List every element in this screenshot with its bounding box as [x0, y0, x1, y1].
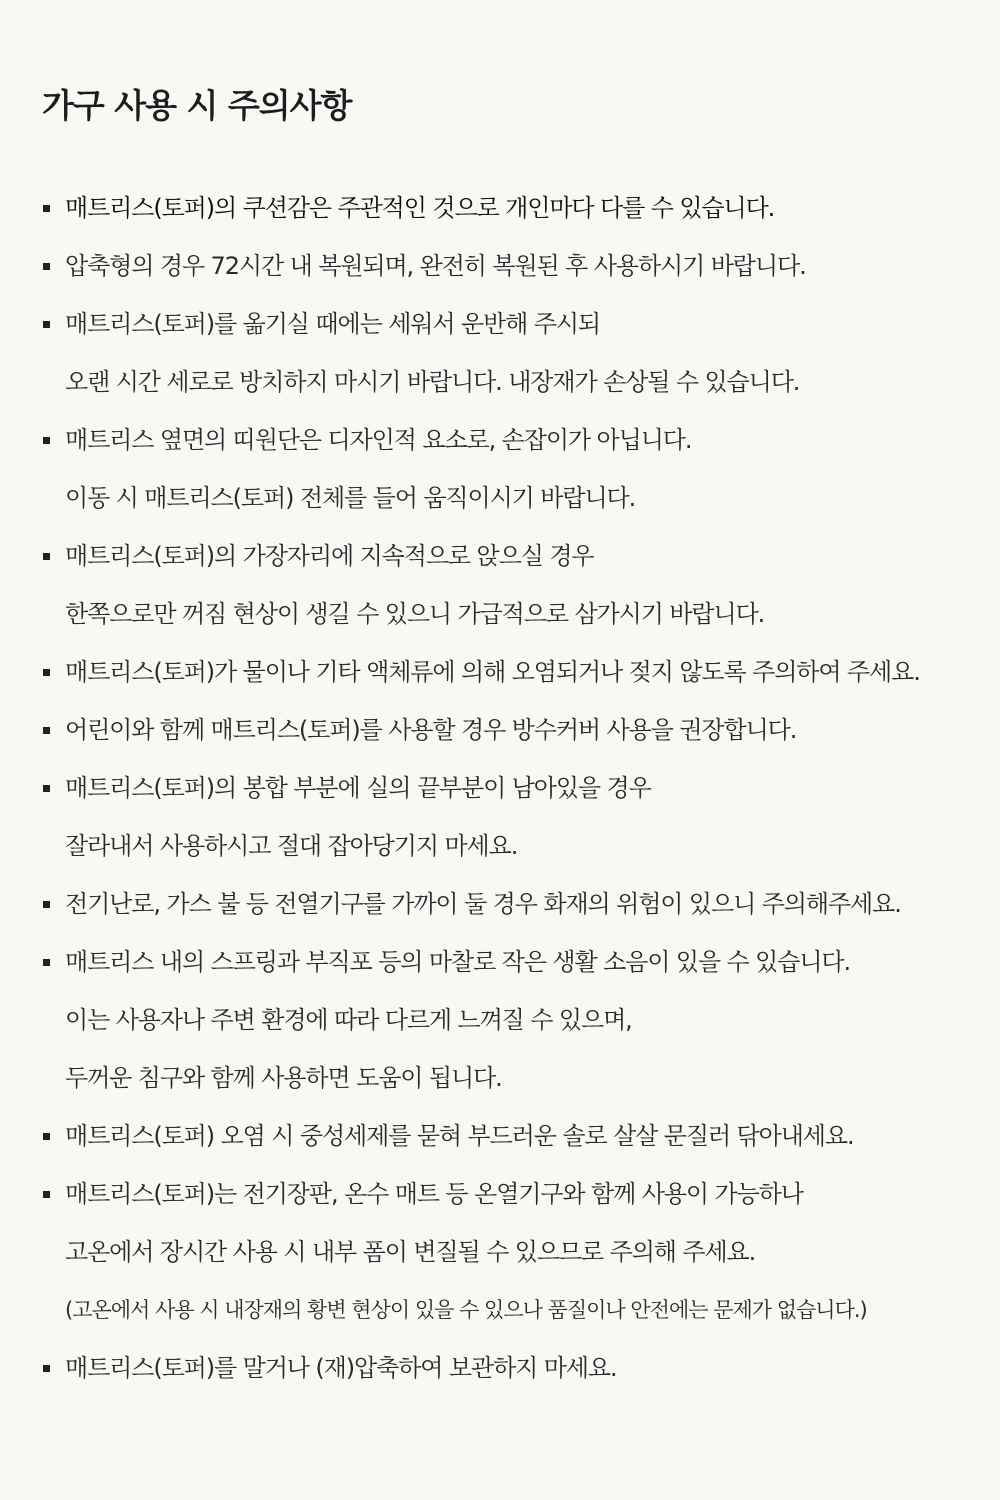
bullet-icon [43, 321, 50, 328]
bullet-icon [43, 1365, 50, 1372]
bullet-icon [43, 205, 50, 212]
list-item-footnote [0, 1281, 1000, 1339]
list-item-text: 매트리스(토퍼)의 쿠션감은 주관적인 것으로 개인마다 다를 수 있습니다. [65, 194, 775, 222]
list-item [0, 875, 1000, 933]
list-item [0, 237, 1000, 295]
list-item-text: 압축형의 경우 72시간 내 복원되며, 완전히 복원된 후 사용하시기 바랍니다. [65, 252, 806, 280]
list-item-text: 어린이와 함께 매트리스(토퍼)를 사용할 경우 방수커버 사용을 권장합니다. [65, 716, 797, 744]
list-item [0, 411, 1000, 469]
list-item [0, 759, 1000, 817]
bullet-icon [43, 901, 50, 908]
list-item-text: 매트리스(토퍼)를 말거나 (재)압축하여 보관하지 마세요. [65, 1354, 617, 1382]
bullet-icon [43, 553, 50, 560]
bullet-icon [43, 1191, 50, 1198]
bullet-icon [43, 669, 50, 676]
bullet-icon [43, 785, 50, 792]
list-item-text: 매트리스 옆면의 띠원단은 디자인적 요소로, 손잡이가 아닙니다. [65, 426, 692, 454]
list-item-text: 전기난로, 가스 불 등 전열기구를 가까이 둘 경우 화재의 위험이 있으니 주의해주세요. [65, 890, 901, 918]
list-item [0, 295, 1000, 353]
notice-list [0, 179, 1000, 1397]
list-item-text: 매트리스(토퍼)는 전기장판, 온수 매트 등 온열기구와 함께 사용이 가능하나 [65, 1180, 803, 1208]
list-item-continuation [0, 817, 1000, 875]
list-item-text: 매트리스(토퍼)를 옮기실 때에는 세워서 운반해 주시되 [65, 310, 601, 338]
bullet-icon [43, 437, 50, 444]
list-item [0, 1339, 1000, 1397]
list-item-continuation [0, 353, 1000, 411]
list-item [0, 527, 1000, 585]
list-item [0, 179, 1000, 237]
list-item-continuation [0, 1049, 1000, 1107]
list-item-text: 이동 시 매트리스(토퍼) 전체를 들어 움직이시기 바랍니다. [65, 484, 636, 512]
list-item-text: 매트리스 내의 스프링과 부직포 등의 마찰로 작은 생활 소음이 있을 수 있습니다. [65, 948, 851, 976]
list-item-continuation [0, 469, 1000, 527]
list-item [0, 643, 1000, 701]
list-item-text: 매트리스(토퍼)의 가장자리에 지속적으로 앉으실 경우 [65, 542, 594, 570]
list-item [0, 1107, 1000, 1165]
list-item-text: 매트리스(토퍼)가 물이나 기타 액체류에 의해 오염되거나 젖지 않도록 주의하여 주세요. [65, 658, 920, 686]
list-item [0, 1165, 1000, 1223]
list-item-text: 두꺼운 침구와 함께 사용하면 도움이 됩니다. [65, 1064, 502, 1092]
list-item [0, 933, 1000, 991]
list-item-text: 고온에서 장시간 사용 시 내부 폼이 변질될 수 있으므로 주의해 주세요. [65, 1238, 756, 1266]
bullet-icon [43, 263, 50, 270]
list-item-continuation [0, 585, 1000, 643]
bullet-icon [43, 959, 50, 966]
list-item-continuation [0, 991, 1000, 1049]
list-item-text: 매트리스(토퍼)의 봉합 부분에 실의 끝부분이 남아있을 경우 [65, 774, 651, 802]
list-item-continuation [0, 1223, 1000, 1281]
bullet-icon [43, 727, 50, 734]
list-item-text: 오랜 시간 세로로 방치하지 마시기 바랍니다. 내장재가 손상될 수 있습니다. [65, 368, 800, 396]
list-item-text: 매트리스(토퍼) 오염 시 중성세제를 묻혀 부드러운 솔로 살살 문질러 닦아내세요. [65, 1122, 854, 1150]
footnote-text: (고온에서 사용 시 내장재의 황변 현상이 있을 수 있으나 품질이나 안전에는 문제가 없습니다.) [65, 1298, 867, 1322]
list-item-text: 이는 사용자나 주변 환경에 따라 다르게 느껴질 수 있으며, [65, 1006, 632, 1034]
list-item-text: 잘라내서 사용하시고 절대 잡아당기지 마세요. [65, 832, 518, 860]
list-item-text: 한쪽으로만 꺼짐 현상이 생길 수 있으니 가급적으로 삼가시기 바랍니다. [65, 600, 765, 628]
bullet-icon [43, 1133, 50, 1140]
page-title: 가구 사용 시 주의사항 [42, 86, 352, 125]
list-item [0, 701, 1000, 759]
